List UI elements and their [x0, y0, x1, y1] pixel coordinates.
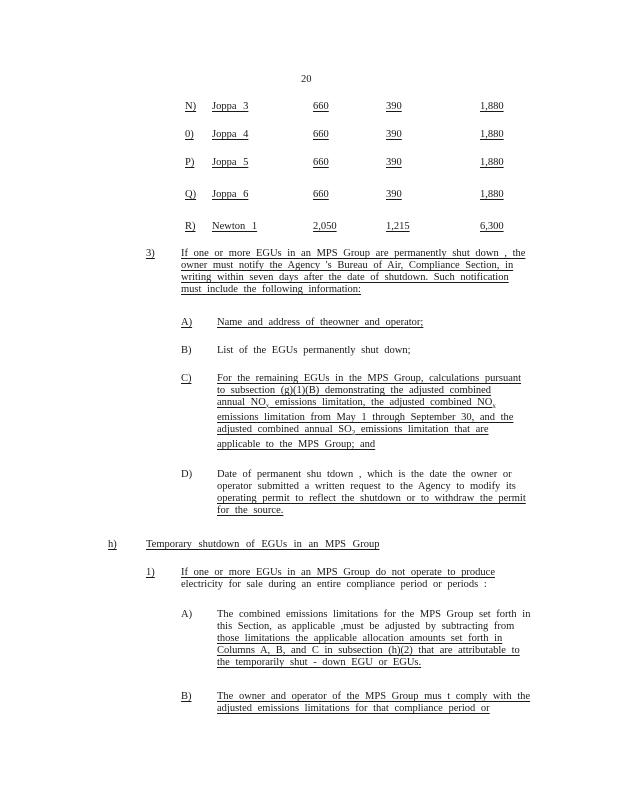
- subscript: x: [492, 402, 496, 411]
- item-3c-label: C): [181, 373, 192, 384]
- row-col-a: 660: [313, 101, 329, 112]
- item-3c-text: [217, 373, 521, 451]
- item-1-text: [181, 567, 495, 591]
- table-row: [0, 129, 618, 143]
- row-col-b: 390: [386, 129, 402, 140]
- text-line: applicable to the MPS Group; and: [217, 439, 376, 451]
- item-3-label: 3): [146, 248, 155, 259]
- row-col-a: 660: [313, 189, 329, 200]
- table-row: [0, 157, 618, 171]
- text-line: The owner and operator of the MPS Group mus t comply with the: [217, 691, 531, 702]
- text-line: Name and address of theowner and operator;: [217, 317, 424, 328]
- section-h-title: Temporary shutdown of EGUs in an MPS Group: [146, 539, 380, 550]
- text-line: List of the EGUs permanently shut down;: [217, 345, 411, 356]
- row-col-c: 1,880: [480, 157, 504, 168]
- row-col-c: 1,880: [480, 101, 504, 112]
- text-line: must include the following information:: [181, 284, 361, 295]
- text-line: for the source.: [217, 505, 284, 516]
- item-3b-label: B): [181, 345, 192, 356]
- text-line: [217, 397, 521, 412]
- text-fragment: emissions limitation that are: [360, 424, 489, 436]
- page-number: 20: [301, 74, 312, 85]
- text-line: If one or more EGUs in an MPS Group do not operate to produce: [181, 567, 495, 578]
- text-line: The combined emissions limitations for the MPS Group set forth in: [217, 609, 531, 620]
- text-line: Date of permanent shu tdown , which is the date the owner or: [217, 469, 512, 480]
- row-col-c: 6,300: [480, 221, 504, 232]
- row-col-a: 2,050: [313, 221, 337, 232]
- text-line: operating permit to reflect the shutdown or to withdraw the permit: [217, 493, 526, 504]
- row-col-c: 1,880: [480, 189, 504, 200]
- row-label: Q): [185, 189, 197, 200]
- row-name: Joppa 4: [212, 129, 249, 140]
- row-col-a: 660: [313, 129, 329, 140]
- item-3d-label: D): [181, 469, 193, 480]
- row-name: Joppa 3: [212, 101, 249, 112]
- row-col-b: 1,215: [386, 221, 410, 232]
- row-label: 0): [185, 129, 194, 140]
- text-line: emissions limitation from May 1 through September 30, and the: [217, 412, 514, 424]
- row-name: Joppa 5: [212, 157, 249, 168]
- item-1b-label: B): [181, 691, 192, 702]
- text-line: operator submitted a written request to the Agency to modify its: [217, 481, 516, 492]
- item-1-label: 1): [146, 567, 155, 578]
- text-line: electricity for sale during an entire compliance period or periods :: [181, 579, 487, 590]
- row-col-a: 660: [313, 157, 329, 168]
- item-3d-text: [217, 469, 526, 517]
- table-row: [0, 101, 618, 115]
- text-line: to subsection (g)(1)(B) demonstrating the adjusted combined: [217, 385, 492, 396]
- item-3-text: [181, 248, 525, 296]
- subscript: 2: [351, 429, 356, 438]
- table-row: [0, 189, 618, 203]
- text-line: adjusted emissions limitations for that compliance period or: [217, 703, 490, 714]
- text-line: owner must notify the Agency 's Bureau of Air, Compliance Section, in: [181, 260, 514, 271]
- text-line: [217, 424, 521, 439]
- item-1a-text: [217, 609, 530, 669]
- item-3a-text: [217, 317, 423, 329]
- text-line: Columns A, B, and C in subsection (h)(2) that are attributable to: [217, 645, 520, 656]
- item-3b-text: [217, 345, 411, 357]
- text-line: For the remaining EGUs in the MPS Group, calculations pursuant: [217, 373, 522, 384]
- subscript: x: [265, 402, 270, 411]
- row-col-b: 390: [386, 157, 402, 168]
- text-line: writing within seven days after the date of shutdown. Such notification: [181, 272, 509, 283]
- row-col-c: 1,880: [480, 129, 504, 140]
- row-col-b: 390: [386, 189, 402, 200]
- row-label: P): [185, 157, 195, 168]
- row-name: Newton 1: [212, 221, 258, 232]
- item-3a-label: A): [181, 317, 193, 328]
- text-line: If one or more EGUs in an MPS Group are permanently shut down , the: [181, 248, 526, 259]
- row-col-b: 390: [386, 101, 402, 112]
- row-label: N): [185, 101, 197, 112]
- text-line: the temporarily shut - down EGU or EGUs.: [217, 657, 422, 668]
- item-1a-label: A): [181, 609, 193, 620]
- item-1b-text: [217, 691, 530, 715]
- text-fragment: adjusted combined annual SO: [217, 424, 352, 436]
- row-name: Joppa 6: [212, 189, 249, 200]
- text-line: this Section, as applicable ,must be adjusted by subtracting from: [217, 621, 515, 632]
- table-row: [0, 221, 618, 235]
- row-label: R): [185, 221, 196, 232]
- text-fragment: annual NO: [217, 397, 266, 408]
- text-line: those limitations the applicable allocation amounts set forth in: [217, 633, 503, 644]
- text-fragment: emissions limitation, the adjusted combined NO: [274, 397, 493, 408]
- section-h-label: h): [108, 539, 117, 550]
